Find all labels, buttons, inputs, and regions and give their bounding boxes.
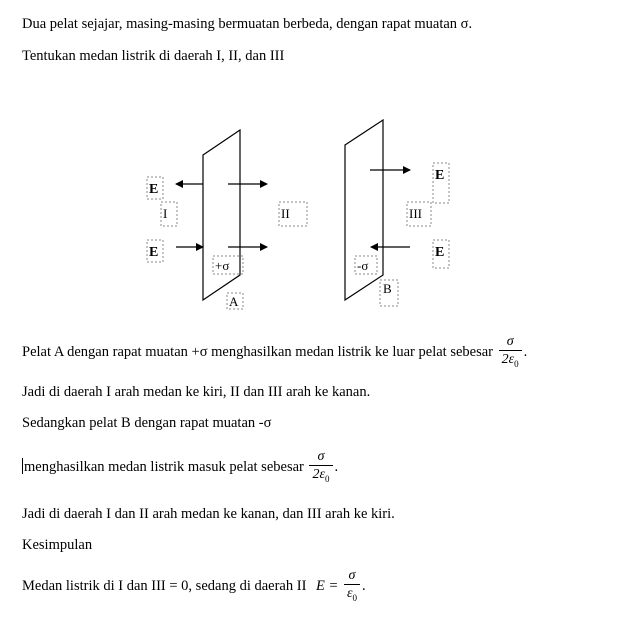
final-answer: Medan listrik di I dan III = 0, sedang di daerah II E = $\frac{\sigma}{\varepsilon_0}$ . (22, 567, 366, 607)
plate-b (345, 120, 383, 300)
plate-b-label: B (383, 281, 392, 296)
text-cursor (22, 458, 23, 474)
fraction-sigma-over-2-epsilon: $\frac{\sigma}{2\varepsilon_0}$ (499, 333, 522, 373)
field-label-e: E (435, 245, 445, 260)
fraction-sigma-over-2-epsilon: $\frac{\sigma}{2\varepsilon_0}$ (309, 448, 332, 488)
conclusion-plate-b: Jadi di daerah I dan II arah medan ke kanan, dan III arah ke kiri. (22, 506, 395, 522)
plate-a-explanation: Pelat A dengan rapat muatan +σ menghasilkan medan listrik ke luar pelat sebesar $\frac{\sigma}{2\varepsilon_0}$ . (22, 333, 527, 373)
problem-statement: Dua pelat sejajar, masing-masing bermuatan berbeda, dengan rapat muatan σ. (22, 16, 473, 32)
region-label-iii: III (409, 206, 422, 221)
plate-a-label: A (229, 294, 239, 309)
field-label-e: E (149, 245, 159, 260)
summary-heading: Kesimpulan (22, 537, 93, 553)
problem-question: Tentukan medan listrik di daerah I, II, dan III (22, 48, 285, 64)
field-label-e: E (149, 182, 159, 197)
field-label-e: E (435, 168, 445, 183)
region-label-i: I (163, 206, 168, 221)
plate-b-explanation[interactable]: menghasilkan medan listrik masuk pelat sebesar $\frac{\sigma}{2\varepsilon_0}$ . (22, 448, 338, 488)
region-label-ii: II (281, 206, 290, 221)
conclusion-plate-a: Jadi di daerah I arah medan ke kiri, II dan III arah ke kanan. (22, 384, 371, 400)
plate-b-intro: Sedangkan pelat B dengan rapat muatan -σ (22, 415, 272, 431)
plate-a-charge: +σ (215, 258, 230, 273)
fraction-sigma-over-epsilon: $\frac{\sigma}{\varepsilon_0}$ (344, 567, 360, 607)
plate-b-charge: -σ (357, 258, 369, 273)
